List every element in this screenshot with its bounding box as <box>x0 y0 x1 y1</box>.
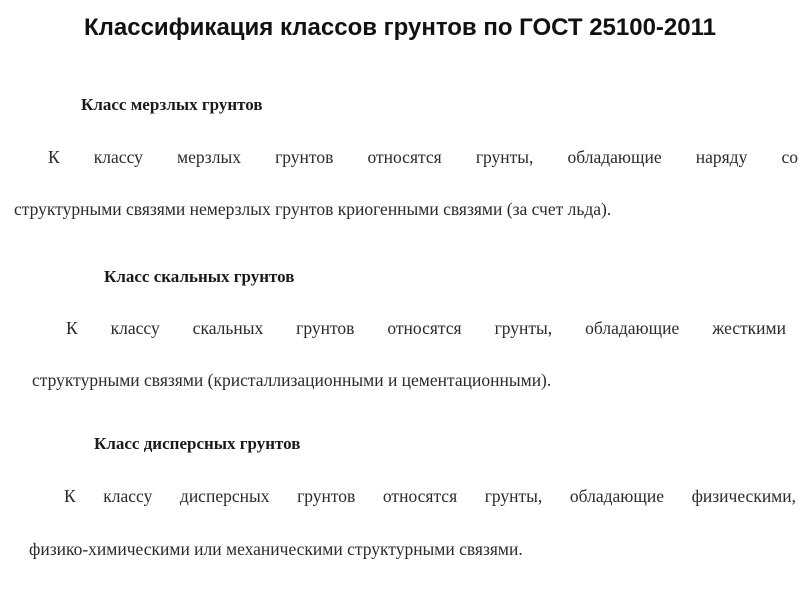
paragraph-line: К классу скальных грунтов относятся грунты, обладающие жесткими <box>66 318 786 338</box>
paragraph-line: К классу дисперсных грунтов относятся грунты, обладающие физическими, <box>64 486 796 506</box>
paragraph-line: физико-химическими или механическими структурными связями. <box>29 539 523 559</box>
paragraph-line: структурными связями немерзлых грунтов криогенными связями (за счет льда). <box>14 199 612 219</box>
page-title: Классификация классов грунтов по ГОСТ 25100-2011 <box>83 14 716 41</box>
paragraph-line: структурными связями (кристаллизационными и цементационными). <box>32 370 552 390</box>
paragraph-line: К классу мерзлых грунтов относятся грунты, обладающие наряду со <box>48 147 798 167</box>
section-heading: Класс мерзлых грунтов <box>81 95 263 114</box>
section-heading: Класс скальных грунтов <box>104 267 295 286</box>
section-heading: Класс дисперсных грунтов <box>94 434 301 453</box>
